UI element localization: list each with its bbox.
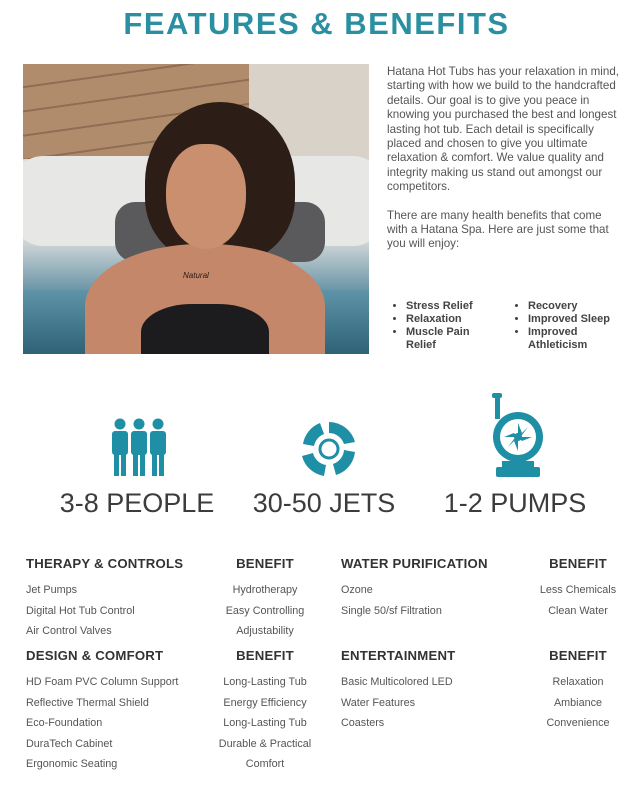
table-row: Water Features [341, 696, 416, 709]
stat-jets: 30-50 JETS [252, 488, 396, 518]
list-item: • Relaxation [406, 313, 497, 326]
section-heading: THERAPY & CONTROLS [26, 556, 184, 571]
entertainment-features [341, 648, 511, 734]
benefit-heading: BENEFIT [549, 556, 607, 571]
stat-people: 3-8 PEOPLE [59, 488, 215, 518]
table-row: Long-Lasting Tub [223, 717, 307, 729]
table-row: Energy Efficiency [223, 696, 307, 709]
benefit-list-left [387, 300, 497, 352]
table-row: Relaxation [552, 676, 604, 688]
benefit-heading: BENEFIT [236, 648, 294, 663]
photo-face [166, 144, 246, 249]
table-row: Less Chemicals [539, 584, 617, 596]
table-row: Ozone [341, 584, 373, 596]
table-row: Adjustability [236, 625, 294, 637]
table-row: Single 50/sf Filtration [341, 604, 442, 617]
intro-paragraph-2: There are many health benefits that come with a Hatana Spa. Here are just some that you will enjoy: [387, 208, 609, 251]
section-heading: DESIGN & COMFORT [26, 648, 164, 663]
table-row: Ambiance [553, 696, 602, 709]
design-benefits [205, 648, 325, 775]
table-row: Durable & Practical [218, 737, 312, 750]
list-item: • Improved Sleep [528, 313, 627, 326]
table-row: Long-Lasting Tub [223, 676, 307, 688]
table-row: Air Control Valves [26, 625, 112, 637]
photo-swimsuit [141, 304, 269, 354]
stat-pumps: 1-2 PUMPS [443, 488, 587, 518]
table-row: Basic Multicolored LED [341, 676, 453, 688]
table-row: Convenience [546, 717, 610, 729]
people-icon [110, 418, 168, 478]
page-title: FEATURES & BENEFITS [123, 6, 510, 41]
list-item: • Recovery [528, 300, 627, 313]
table-row: HD Foam PVC Column Support [26, 676, 179, 688]
table-row: Coasters [341, 717, 385, 729]
section-heading: ENTERTAINMENT [341, 648, 456, 663]
therapy-features [26, 556, 206, 642]
pump-icon [488, 393, 546, 479]
hero-photo [23, 64, 369, 354]
benefit-heading: BENEFIT [236, 556, 294, 571]
table-row: Hydrotherapy [232, 584, 298, 596]
entertainment-benefits [524, 648, 632, 734]
table-row: Ergonomic Seating [26, 758, 118, 770]
therapy-benefits [205, 556, 325, 642]
benefit-list-right [509, 300, 627, 352]
table-row: Reflective Thermal Shield [26, 696, 149, 709]
table-row: Clean Water [548, 604, 608, 617]
intro-paragraph-1: Hatana Hot Tubs has your relaxation in mind, starting with how we build to the handcrafted details. Our goal is to give you peace in knowing you purchased the best and longest lasting hot tub. Each detail is specifically placed and chosen to give you ultimate relaxation & comfort. We value quality and integrity making us stand out amongst our competitors. [387, 65, 619, 194]
table-row: Eco-Foundation [26, 717, 103, 729]
table-row: Comfort [245, 758, 285, 770]
water-benefits [524, 556, 632, 621]
section-heading: WATER PURIFICATION [341, 556, 488, 571]
photo-necklace-text: Natural [183, 271, 209, 280]
list-item: • Muscle Pain Relief [406, 326, 497, 352]
water-features [341, 556, 511, 621]
table-row: Easy Controlling [225, 604, 305, 617]
table-row: DuraTech Cabinet [26, 737, 113, 750]
design-features [26, 648, 211, 775]
list-item: • Stress Relief [406, 300, 497, 313]
benefit-heading: BENEFIT [549, 648, 607, 663]
table-row: Digital Hot Tub Control [26, 604, 135, 617]
jets-icon [300, 420, 358, 478]
intro-text [387, 65, 623, 266]
list-item: • Improved Athleticism [528, 326, 627, 352]
table-row: Jet Pumps [26, 584, 78, 596]
